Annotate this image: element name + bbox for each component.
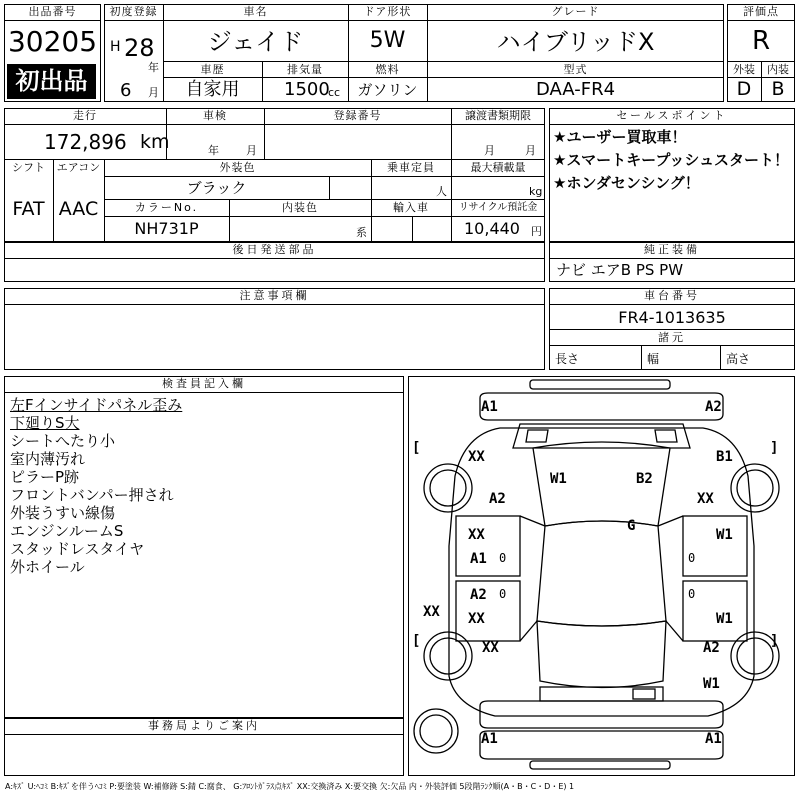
recycle-fee-label: リサイクル預託金 <box>458 202 538 213</box>
mark-bracket-left-top: [ <box>412 440 421 456</box>
inspector-note-5: ピラーP跡 <box>10 468 80 486</box>
capacity-label: 乗車定員 <box>387 161 435 174</box>
sales-point-2: ★スマートキープッシュスタート！ <box>553 151 790 169</box>
notes-label: 注意事項欄 <box>239 289 310 302</box>
inspection-label: 車検 <box>203 109 227 122</box>
km-unit: km <box>140 131 170 153</box>
import-label: 輸入車 <box>393 201 429 214</box>
genuine-equipment-label: 純正装備 <box>644 243 700 256</box>
mark-front-door-left-1: XX <box>468 527 485 543</box>
exterior-grade-label: 外装 <box>733 63 755 76</box>
grade: ハイブリッドX <box>496 28 655 56</box>
yen-unit: 円 <box>531 225 542 238</box>
model-code: DAA-FR4 <box>535 79 616 100</box>
mark-right-side-front: XX <box>697 491 714 507</box>
kg-unit: kg <box>529 185 543 198</box>
model-code-label: 型式 <box>563 63 588 76</box>
color-no-label: カラーNo. <box>134 201 199 214</box>
mark-rear-glass: W1 <box>703 676 720 692</box>
mark-bumper-rear-left: A1 <box>481 731 498 747</box>
mileage-label: 走行 <box>73 109 97 122</box>
height-label: 高さ <box>726 352 751 366</box>
rating-label: 評価点 <box>743 5 779 18</box>
mark-roof: G <box>627 518 636 534</box>
mark-pillar-left-b: 0 <box>499 587 507 601</box>
inspector-note-1: 左Fインサイドパネル歪み <box>10 396 183 414</box>
aircon-label: エアコン <box>56 161 101 174</box>
inspector-note-9: スタッドレスタイヤ <box>10 540 145 558</box>
exterior-color: ブラック <box>186 179 247 197</box>
genuine-equipment: ナビ エアB PS PW <box>556 261 684 279</box>
transfer-deadline-label: 譲渡書類期限 <box>465 109 531 122</box>
mileage: 172,896 <box>44 130 127 154</box>
inspector-note-8: エンジンルームS <box>10 522 124 540</box>
mark-rear-door-left-1: A2 <box>470 587 487 603</box>
grade-label: グレード <box>551 5 600 18</box>
displacement: 1500 <box>284 79 330 100</box>
sales-points-label: セールスポイント <box>616 109 728 122</box>
mark-hood: B2 <box>636 471 653 487</box>
first-registration-label: 初度登録 <box>109 5 158 18</box>
interior-grade-label: 内装 <box>767 63 789 76</box>
registration-number-label: 登録番号 <box>333 109 382 122</box>
interior-grade: B <box>771 78 785 100</box>
interior-color-label: 内装色 <box>282 201 318 214</box>
later-parts-label: 後日発送部品 <box>232 243 317 256</box>
width-label: 幅 <box>647 352 660 366</box>
mark-front-fender-right: B1 <box>716 449 733 465</box>
fuel-label: 燃料 <box>375 63 400 76</box>
transfer-day-unit: 月 <box>525 144 536 157</box>
mark-bumper-front-left: A1 <box>481 399 498 415</box>
inspector-note-4: 室内薄汚れ <box>10 450 86 468</box>
exterior-color-label: 外装色 <box>219 161 256 174</box>
car-diagram <box>408 376 795 776</box>
mark-rear-wheel-left: XX <box>423 604 440 620</box>
transfer-month-unit: 月 <box>484 144 495 157</box>
mark-front-fender-left: XX <box>468 449 485 465</box>
mark-pillar-left-a: 0 <box>499 551 507 565</box>
recycle-fee: 10,440 <box>464 219 520 238</box>
mark-pillar-right-b: 0 <box>688 587 696 601</box>
kei-unit: 系 <box>356 226 367 239</box>
mark-front-door-left-2: A1 <box>470 551 487 567</box>
mark-rear-fender-right: A2 <box>703 640 720 656</box>
inspector-note-10: 外ホイール <box>10 558 85 576</box>
era: H <box>110 39 121 55</box>
month-unit: 月 <box>148 86 159 99</box>
sales-point-3: ★ホンダセンシング！ <box>553 174 700 192</box>
history-label: 車歴 <box>200 63 225 76</box>
person-unit: 人 <box>436 185 447 198</box>
chassis-number: FR4-1013635 <box>618 308 726 327</box>
inspector-note-7: 外装うすい線傷 <box>10 504 116 522</box>
mark-bracket-right-bottom: ] <box>770 633 779 649</box>
mark-bracket-left-bottom: [ <box>412 633 421 649</box>
car-name: ジェイド <box>207 28 304 56</box>
mark-rear-door-left-2: XX <box>468 611 485 627</box>
inspection-year-unit: 年 <box>208 144 219 157</box>
mark-bumper-front-right: A2 <box>705 399 722 415</box>
first-listing-badge-text: 初出品 <box>15 67 88 95</box>
mark-windshield: W1 <box>550 471 567 487</box>
color-no: NH731P <box>134 219 199 238</box>
lot-number-label: 出品番号 <box>28 5 77 18</box>
inspector-note-2: 下廻りS大 <box>10 414 80 432</box>
sales-point-1: ★ユーザー買取車！ <box>553 128 687 146</box>
aircon: AAC <box>58 198 99 220</box>
mark-pillar-right-a: 0 <box>688 551 696 565</box>
fuel: ガソリン <box>357 81 418 99</box>
door-type: 5W <box>369 28 406 53</box>
mark-bracket-right-top: ] <box>770 440 779 456</box>
inspector-notes-label: 検査員記入欄 <box>162 377 246 390</box>
mark-left-side-front: A2 <box>489 491 506 507</box>
inspector-note-6: フロントバンパー押され <box>10 486 174 504</box>
legend: A:ｷｽﾞ U:ﾍｺﾐ B:ｷｽﾞを伴うﾍｺﾐ P:要塗装 W:補修跡 S:錆 C:腐食、 G:ﾌﾛﾝﾄｶﾞﾗｽ点ｷｽﾞ XX:交換済み X:要交換 欠:欠品 内・外装評価 5段階ﾗﾝｸ順(A・B・C・D・E) 1 <box>5 782 575 791</box>
cc-unit: cc <box>328 86 341 99</box>
office-notice-label: 事務局よりご案内 <box>148 719 260 732</box>
displacement-label: 排気量 <box>287 63 323 76</box>
mark-rear-fender-left: XX <box>482 640 499 656</box>
mark-front-door-right: W1 <box>716 527 733 543</box>
first-registration-year: 28 <box>124 34 155 62</box>
shift: FAT <box>12 198 45 220</box>
max-load-label: 最大積載量 <box>470 161 526 174</box>
shift-label: シフト <box>12 161 45 174</box>
year-unit: 年 <box>148 61 159 74</box>
door-type-label: ドア形状 <box>363 5 412 18</box>
lot-number: 30205 <box>7 25 98 58</box>
inspection-month-unit: 月 <box>246 144 257 157</box>
mark-bumper-rear-right: A1 <box>705 731 722 747</box>
chassis-number-label: 車台番号 <box>644 289 700 302</box>
car-name-label: 車名 <box>243 5 268 18</box>
history: 自家用 <box>185 79 240 100</box>
dimensions-label: 諸元 <box>658 331 686 344</box>
inspector-note-3: シートへたり小 <box>10 432 116 450</box>
length-label: 長さ <box>555 352 580 366</box>
exterior-grade: D <box>736 78 752 100</box>
first-registration-month: 6 <box>120 80 132 101</box>
mark-rear-door-right: W1 <box>716 611 733 627</box>
rating: R <box>751 26 771 56</box>
